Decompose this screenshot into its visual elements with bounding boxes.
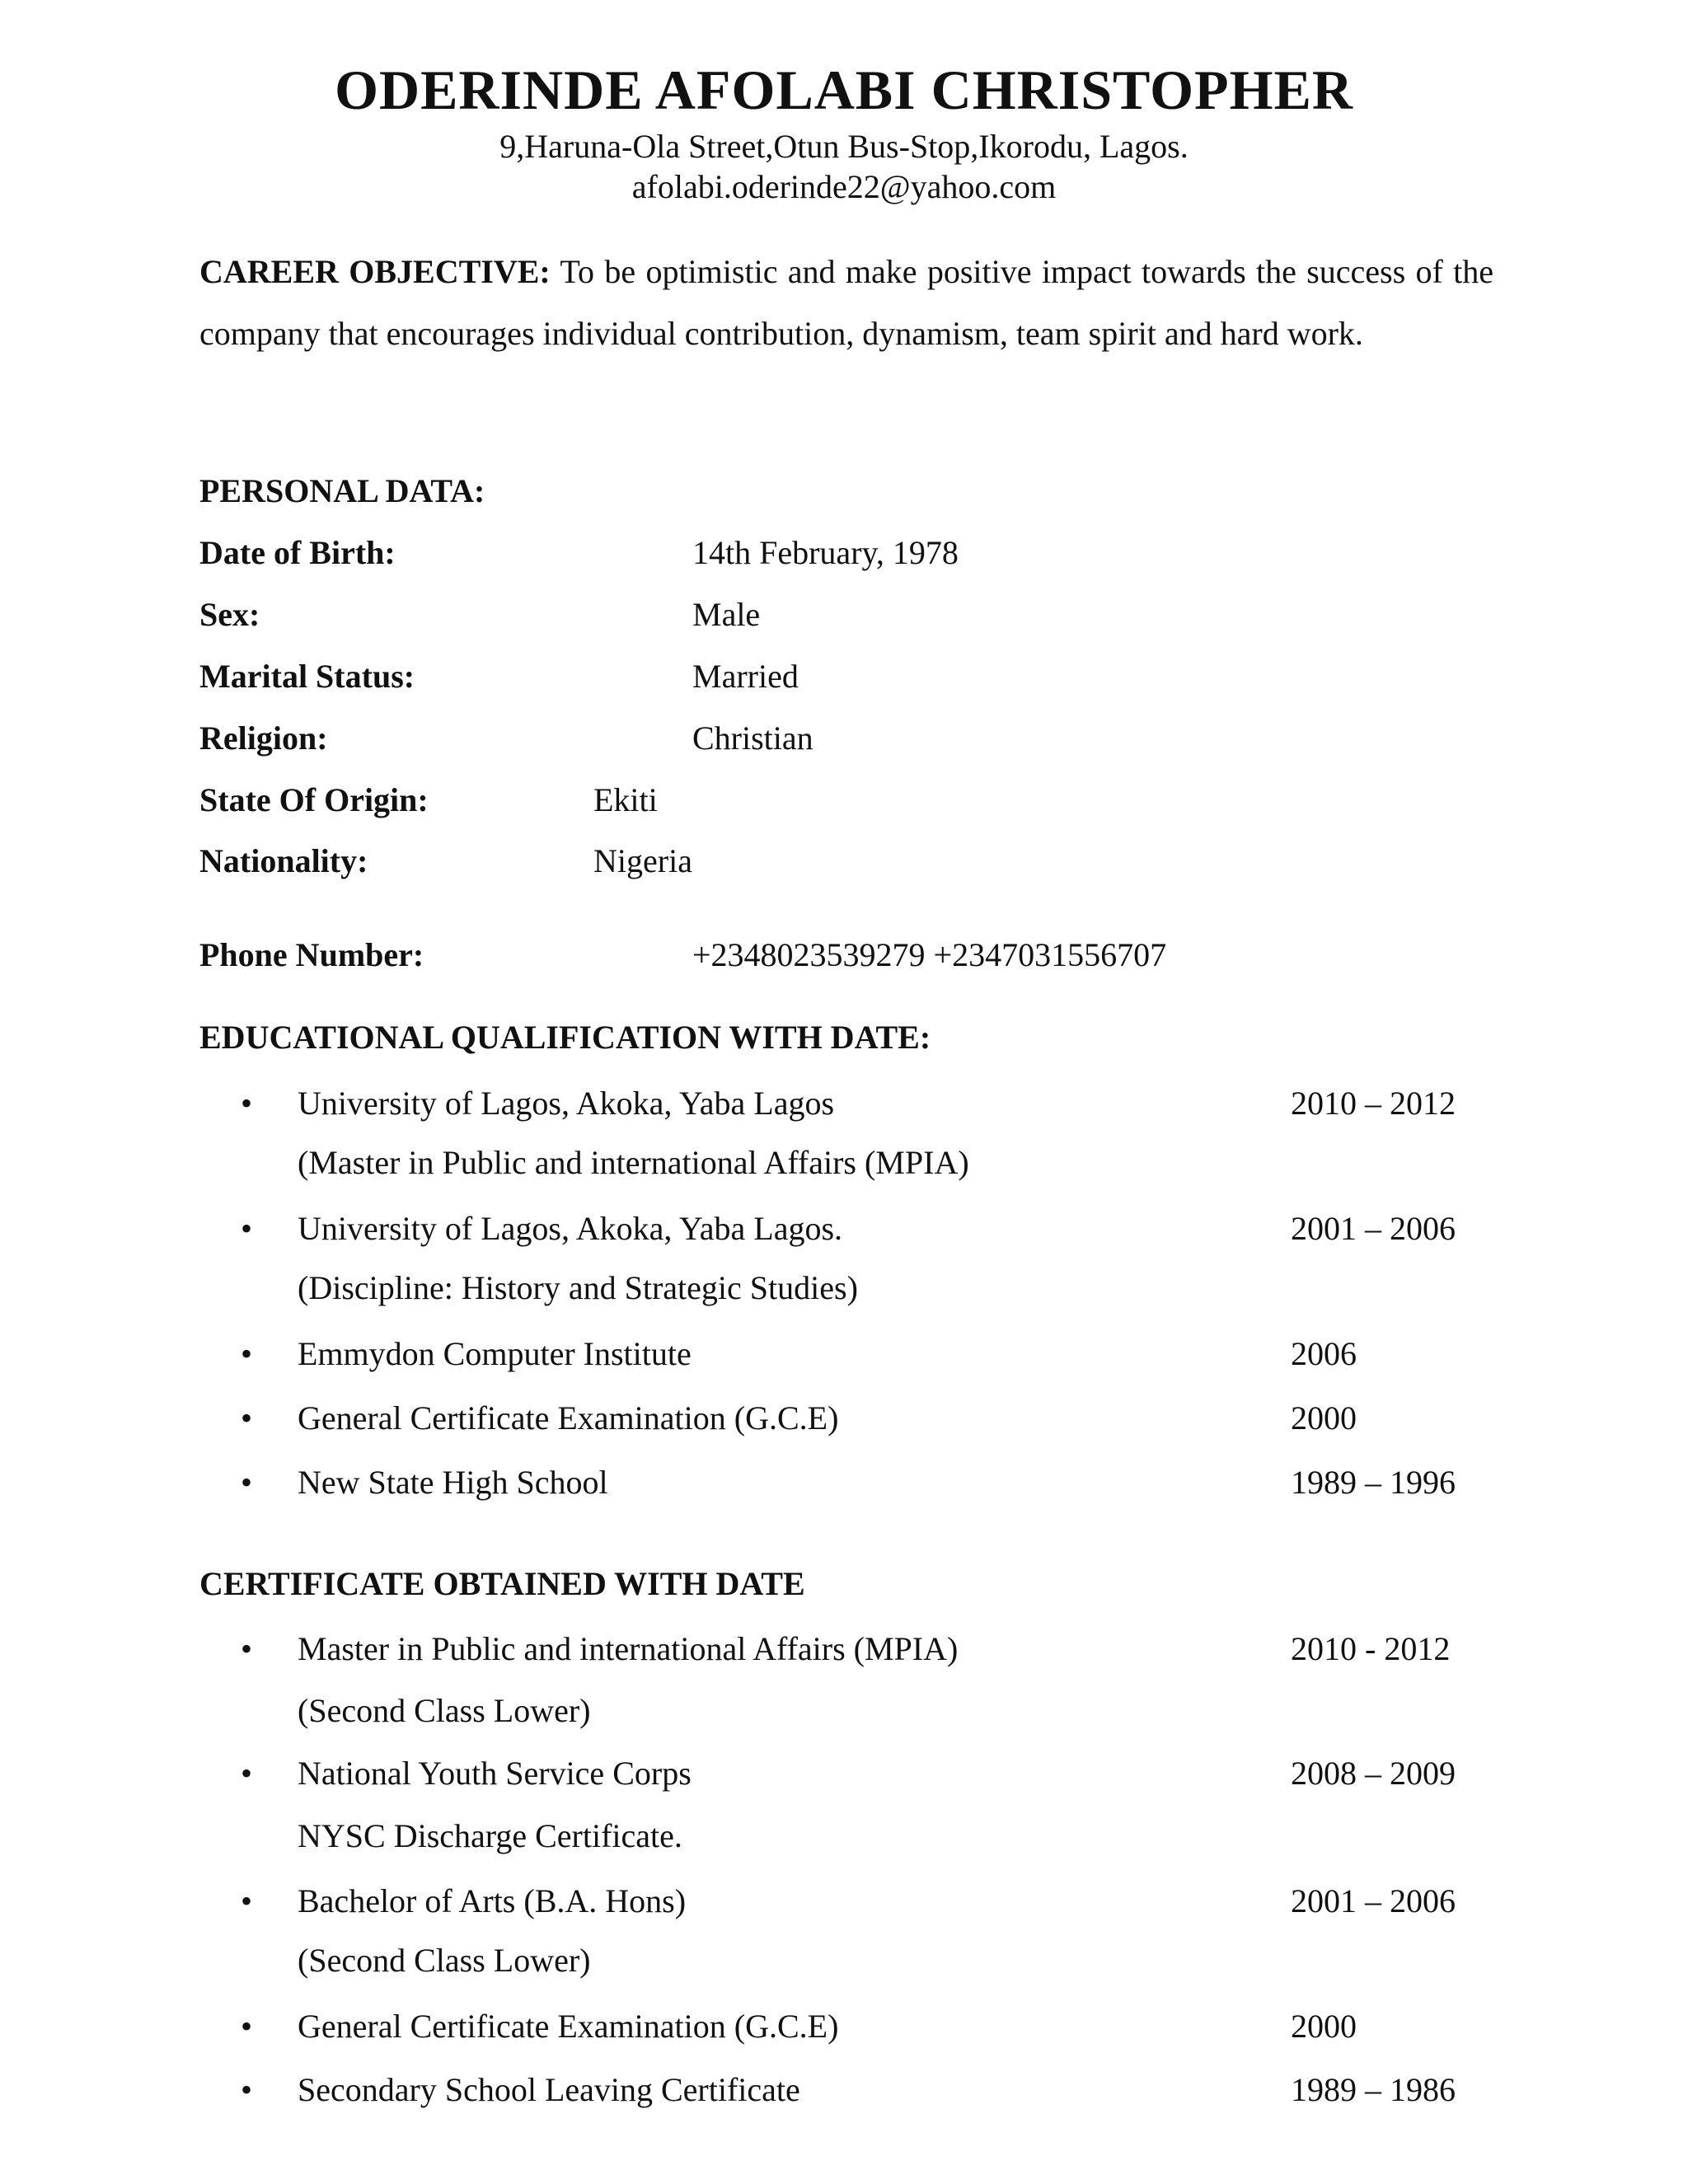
state-of-origin-value: Ekiti xyxy=(593,781,658,818)
certificate-item-date: 2008 – 2009 xyxy=(1291,1755,1456,1792)
marital-status-label: Marital Status: xyxy=(199,658,415,695)
education-item-subtext: (Master in Public and international Affairs (MPIA) xyxy=(298,1144,969,1181)
email: afolabi.oderinde22@yahoo.com xyxy=(631,168,1057,205)
education-item-subtext: (Discipline: History and Strategic Studies) xyxy=(298,1269,858,1306)
sex-label: Sex: xyxy=(199,596,260,633)
certificate-item-text: Secondary School Leaving Certificate xyxy=(298,2071,800,2108)
certificate-item-date: 2010 - 2012 xyxy=(1291,1630,1451,1667)
education-item-text: General Certificate Examination (G.C.E) xyxy=(298,1399,839,1436)
certificate-item-text: Bachelor of Arts (B.A. Hons) xyxy=(298,1882,687,1919)
bullet: • xyxy=(241,2071,253,2108)
phone-value: +2348023539279 +2347031556707 xyxy=(692,936,1167,973)
religion-value: Christian xyxy=(692,719,814,757)
nationality-value: Nigeria xyxy=(593,842,692,879)
career-objective-label: CAREER OBJECTIVE: xyxy=(199,253,551,290)
certificate-item-text: National Youth Service Corps xyxy=(298,1755,692,1792)
certificate-item-text: General Certificate Examination (G.C.E) xyxy=(298,2008,839,2045)
address: 9,Haruna-Ola Street,Otun Bus-Stop,Ikorodu, Lagos. xyxy=(499,128,1189,165)
certificate-item-text: Master in Public and international Affairs (MPIA) xyxy=(298,1630,959,1667)
education-item-date: 2006 xyxy=(1291,1335,1357,1372)
bullet: • xyxy=(241,1630,253,1667)
bullet: • xyxy=(241,2008,253,2045)
education-item-text: New State High School xyxy=(298,1464,608,1501)
marital-status-value: Married xyxy=(692,658,799,695)
certificate-item-subtext: NYSC Discharge Certificate. xyxy=(298,1817,682,1854)
education-item-date: 2001 – 2006 xyxy=(1291,1210,1456,1247)
bullet: • xyxy=(241,1464,253,1501)
certificate-item-date: 2001 – 2006 xyxy=(1291,1882,1456,1919)
education-item-text: University of Lagos, Akoka, Yaba Lagos. xyxy=(298,1210,843,1247)
education-item-text: University of Lagos, Akoka, Yaba Lagos xyxy=(298,1085,835,1122)
bullet: • xyxy=(241,1210,253,1247)
resume-name: ODERINDE AFOLABI CHRISTOPHER xyxy=(335,59,1353,121)
education-item-date: 1989 – 1996 xyxy=(1291,1464,1456,1501)
bullet: • xyxy=(241,1335,253,1372)
certificate-item-subtext: (Second Class Lower) xyxy=(298,1692,591,1729)
education-item-text: Emmydon Computer Institute xyxy=(298,1335,692,1372)
bullet: • xyxy=(241,1755,253,1792)
education-item-date: 2010 – 2012 xyxy=(1291,1085,1456,1122)
education-item-date: 2000 xyxy=(1291,1399,1357,1436)
certificate-item-date: 2000 xyxy=(1291,2008,1357,2045)
bullet: • xyxy=(241,1399,253,1436)
bullet: • xyxy=(241,1882,253,1919)
career-objective-text: To be optimistic and make positive impact towards the success of the company that encourages individual contribution, dynamism, team spirit and hard work. xyxy=(199,253,1494,352)
dob-value: 14th February, 1978 xyxy=(692,534,959,571)
education-heading: EDUCATIONAL QUALIFICATION WITH DATE: xyxy=(199,1019,931,1056)
career-objective xyxy=(199,241,1493,364)
phone-label: Phone Number: xyxy=(199,936,424,973)
bullet: • xyxy=(241,1085,253,1122)
certificate-item-subtext: (Second Class Lower) xyxy=(298,1942,591,1979)
personal-data-heading: PERSONAL DATA: xyxy=(199,472,485,509)
state-of-origin-label: State Of Origin: xyxy=(199,781,429,818)
religion-label: Religion: xyxy=(199,719,328,757)
certificate-item-date: 1989 – 1986 xyxy=(1291,2071,1456,2108)
certificates-heading: CERTIFICATE OBTAINED WITH DATE xyxy=(199,1565,805,1602)
sex-value: Male xyxy=(692,596,761,633)
nationality-label: Nationality: xyxy=(199,842,368,879)
dob-label: Date of Birth: xyxy=(199,534,396,571)
